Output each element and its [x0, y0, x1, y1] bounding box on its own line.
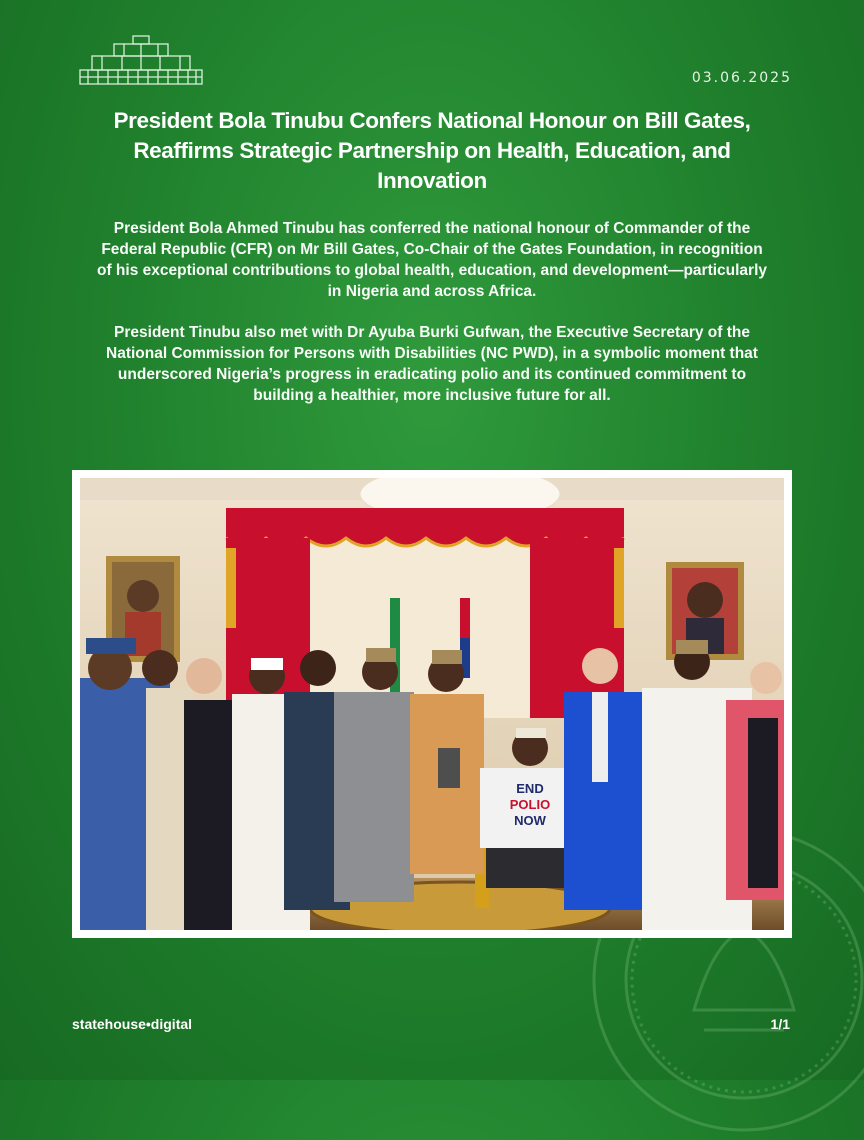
body-paragraph-2: President Tinubu also met with Dr Ayuba Burki Gufwan, the Executive Secretary of the National Commission for Persons with Disabilities (NC PWD), in a symbolic moment that underscored Nigeria’s progress in eradicating polio and its continued commitment to building a healthier, more inclusive future for all. — [106, 324, 758, 404]
event-photo-frame — [72, 470, 792, 938]
event-photo — [80, 478, 784, 930]
headline: President Bola Tinubu Confers National Honour on Bill Gates, Reaffirms Strategic Partnership on Health, Education, and Innovation — [113, 108, 751, 193]
page-number: 1/1 — [770, 1016, 790, 1032]
post-date: 03.06.2025 — [691, 70, 792, 86]
body-paragraph-1: President Bola Ahmed Tinubu has conferred the national honour of Commander of the Federal Republic (CFR) on Mr Bill Gates, Co-Chair of the Gates Foundation, in recognition of his exceptional contributions to global health, education, and development—particularly in Nigeria and across Africa. — [96, 220, 768, 300]
shirt-text-polio: POLIO — [509, 797, 551, 812]
shirt-text-now: NOW — [514, 813, 546, 828]
shirt-text-end: END — [516, 781, 544, 796]
footer-brand: statehouse•digital — [72, 1016, 193, 1032]
statehouse-building-icon — [78, 34, 204, 86]
